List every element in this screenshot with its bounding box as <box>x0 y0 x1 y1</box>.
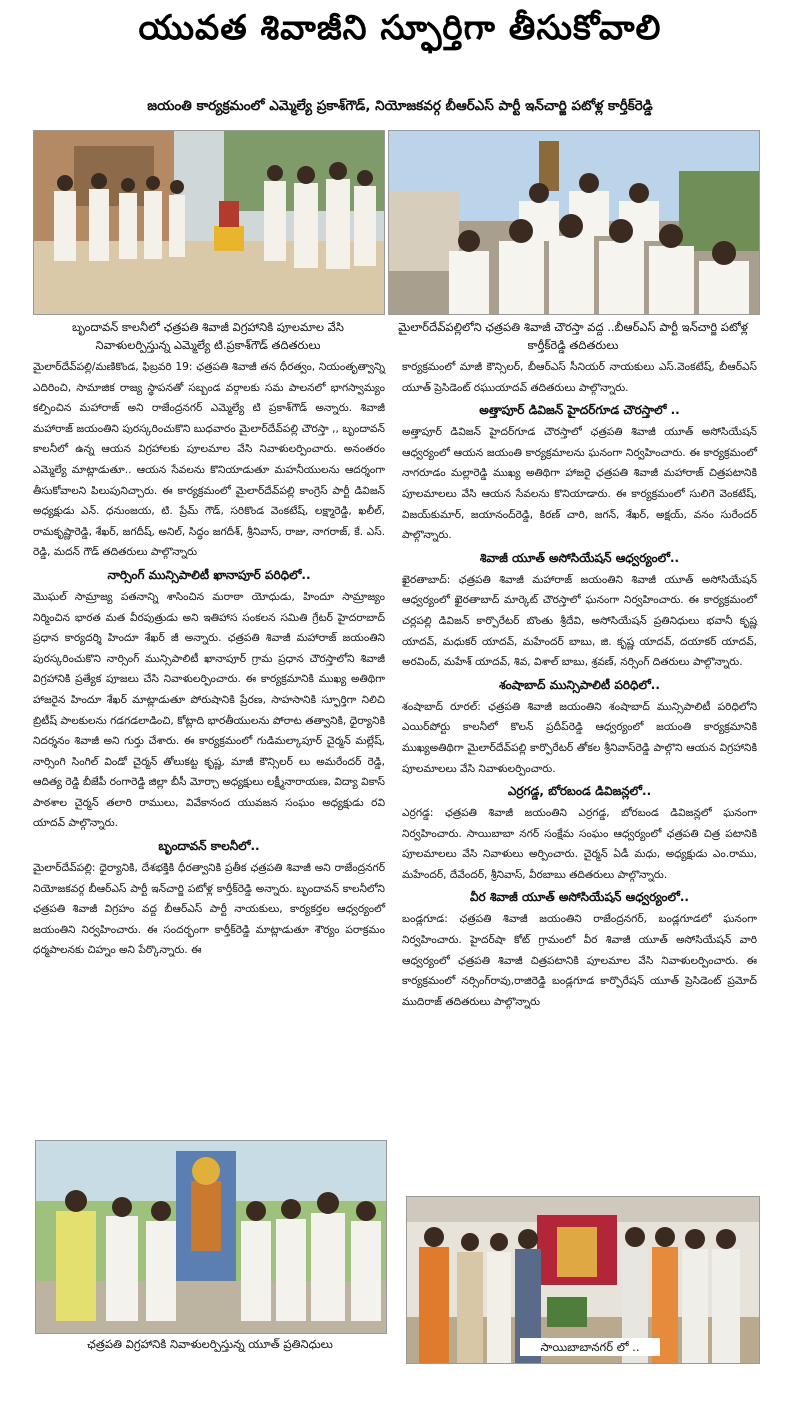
left-paragraph-2: మొఘల్ సామ్రాజ్య పతనాన్ని శాసించిన మరాఠా యోధుడు, హిందూ సామ్రాజ్యం నిర్మించిన భారత మత వీరపుత్రుడు అని ఇతిహాస సంకలన సమితి గ్రేటర్ హైదరాబాద్ ప్రధాన కార్యదర్శి హిందూ శేఖర్ జీ అన్నారు. ఛత్రపతి శివాజీ మహారాజ్ జయంతిని పురస్కరించుకొని నార్సింగ్ మున్సిపాలిటీ ఖానాపూర్ గ్రామ ప్రధాన చౌరస్తాలోని శివాజీ విగ్రహానికి ప్రత్యేక పూజలు చేసి నివాళులర్పించారు. ఈ కార్యక్రమానికి ముఖ్య అతిథిగా హాజరైన హిందూ శేఖర్ మాట్లాడుతూ పోరుషానికి ప్రేరణ, సాహసానికి స్ఫూర్తిగా నిలిచి బ్రిటీష్ పాలకులను గడగడలాడించి, కోట్లాది భారతీయులను పోరాట తత్వానికి, ధైర్యానికి నిదర్శనం శివాజీ అని గుర్తు చేశారు. ఈ కార్యక్రమంలో గుడిమల్కాపూర్ చైర్మన్ మల్లేష్, నార్సింగి సింగిల్ విండో చైర్మన్ తోలుకట్ట కృష్ణ, మాజీ కౌన్సిలర్ లు అమరేందర్ రెడ్డి, ఆదిత్య రెడ్డి బీజేపీ రంగారెడ్డి జిల్లా బీసీ మోర్చా అధ్యక్షులు లక్ష్మీనారాయణ, విద్యా వికాస్ పాఠశాల చైర్మన్ తలారి రాములు, వివేకానంద యువజన సంఘం అధ్యక్షుడు రవి యాదవ్ పాల్గొన్నారు. <box>33 590 385 830</box>
right-column <box>402 357 757 1012</box>
photo-brindavan-colony <box>33 130 385 315</box>
left-column <box>33 357 385 961</box>
left-paragraph-3: మైలార్‌దేవ్‌పల్లి: ధైర్యానికి, దేశభక్తికి ధీరత్వానికి ప్రతీక ఛత్రపతి శివాజీ అని రాజేంద్రనగర్ నియోజకవర్గ బీఆర్ఎస్ పార్టీ ఇన్‌చార్జి పటోళ్ల కార్తీక్‌రెడ్డి అన్నారు. బృందావన్ కాలనీలోని ఛత్రపతి శివాజీ విగ్రహం వద్ద బీఆర్ఎస్ పార్టీ నాయకులు, కార్యకర్తల ఆధ్వర్యంలో జయంతిని నిర్వహించారు. ఈ సందర్భంగా కార్తీక్‌రెడ్డి మాట్లాడుతూ శౌర్యం పరాక్రమం ధర్మపాలనకు చిహ్నం అని పేర్కొన్నారు. ఈ <box>33 862 385 957</box>
caption-top-left: బృందావన్ కాలనీలో ఛత్రపతి శివాజీ విగ్రహానికి పూలమాల వేసి నివాళులర్పిస్తున్న ఎమ్మెల్యే టి.ప్రకాశ్‌గౌడ్ తదితరులు <box>72 320 344 352</box>
left-subheading-2: బృందావన్ కాలనీలో.. <box>158 839 260 854</box>
caption-bottom-left: ఛత్రపతి విగ్రహానికి నివాళులర్పిస్తున్న యూత్ ప్రతినిధులు <box>87 1337 333 1351</box>
subheadline: జయంతి కార్యక్రమంలో ఎమ్మెల్యే ప్రకాశ్‌గౌడ్, నియోజకవర్గ బీఆర్ఎస్ పార్టీ ఇన్‌చార్జి పటోళ్ల కార్తీక్‌రెడ్డి <box>147 98 653 114</box>
left-subheading-1: నార్సింగ్ మున్సిపాలిటీ ఖానాపూర్ పరిధిలో.. <box>107 567 311 582</box>
right-subheading-1: అత్తాపూర్ డివిజన్ హైదర్‌గూడ చౌరస్తాలో .. <box>479 403 680 418</box>
right-subheading-3: శంషాబాద్ మున్సిపాలిటీ పరిధిలో.. <box>499 677 660 692</box>
photo-mailardevpally-chowrasta <box>388 130 760 315</box>
right-paragraph-2: అత్తాపూర్ డివిజన్ హైదర్‌గూడ చౌరస్తాలో ఛత్రపతి శివాజీ యూత్ అసోసియేషన్ ఆధ్వర్యంలో ఆయన జయంతి కార్యక్రమాలను ఘనంగా నిర్వహించారు. ఈ కార్యక్రమంలో నాగరూడం మల్లారెడ్డి ముఖ్య అతిథిగా హాజరై ఛత్రపతి శివాజీ మహారాజ్ చిత్రపటానికి పూలమాలలు వేసి ఆయన సేవలను కొనియాడారు. ఈ కార్యక్రమంలో సులిగె వెంకటేష్, విజయ్‌కుమార్, జయానంద్‌రెడ్డి, కిరణ్ చారి, జగన్, శేఖర్, అక్షయ్, వనం సురేందర్ పాల్గొన్నారు. <box>402 426 757 542</box>
photo-youth-tribute <box>35 1140 387 1334</box>
right-paragraph-1: కార్యక్రమంలో మాజీ కౌన్సిలర్, బీఆర్ఎస్ సీనియర్ నాయకులు ఎస్.వెంకటేష్, బీఆర్ఎస్ యూత్ ప్రెసిడెంట్ రఘుయాదవ్ తదితరులు పాల్గొన్నారు. <box>402 361 757 394</box>
right-paragraph-6: బండ్లగూడ: ఛత్రపతి శివాజీ జయంతిని రాజేంద్రనగర్, బండ్లగూడలో ఘనంగా నిర్వహించారు. హైదర్‌షా కోట్ గ్రామంలో వీర శివాజీ యూత్ అసోసియేషన్ వారి ఆధ్వర్యంలో ఛత్రపతి శివాజీ చిత్రపటానికి పూలమాల వేసి నివాళులర్పించారు. ఈ కార్యక్రమంలో నర్సింగ్‌రావు,రాజిరెడ్డి బండ్లగూడ కార్పొరేషన్ యూత్ ప్రెసిడెంట్ ప్రమోద్ ముదిరాజ్ తదితరులు పాల్గొన్నారు <box>402 913 757 1008</box>
right-paragraph-5: ఎర్రగడ్డ: ఛత్రపతి శివాజీ జయంతిని ఎర్రగడ్డ, బోరబండ డివిజన్లలో ఘనంగా నిర్వహించారు. సాయిబాబా నగర్ సంక్షేమ సంఘం ఆధ్వర్యంలో ఛత్రపతి చిత్ర పటానికి పూలమాలలు వేసి నివాళులు అర్పించారు. చైర్మన్ ఏడీ మధు, అధ్యక్షుడు ఎం.రాము, మహేందర్, దేవేందర్, శ్రీనివాస్, వీరబాబు తదితరులు పాల్గొన్నారు. <box>402 807 757 881</box>
right-subheading-2: శివాజీ యూత్ అసోసియేషన్ ఆధ్వర్యంలో.. <box>479 550 680 565</box>
caption-top-right: మైలార్‌దేవ్‌పల్లిలోని ఛత్రపతి శివాజీ చౌరస్తా వద్ద ..బీఆర్ఎస్ పార్టీ ఇన్‌చార్జి పటోళ్ల కార్తీక్‌రెడ్డి తదితరులు <box>398 320 748 352</box>
headline: యువత శివాజీని స్ఫూర్తిగా తీసుకోవాలి <box>138 8 662 48</box>
caption-bottom-right: సాయిబాబానగర్ లో .. <box>520 1338 660 1356</box>
right-paragraph-3: ఖైరతాబాద్: ఛత్రపతి శివాజీ మహారాజ్ జయంతిని శివాజీ యూత్ అసోసియేషన్ ఆధ్వర్యంలో ఖైరతాబాద్ మార్కెట్ చౌరస్తాలో ఘనంగా నిర్వహించారు. ఈ కార్యక్రమంలో చర్లపల్లి డివిజన్ కార్పొరేటర్ బొంతు శ్రీదేవి, అసోసియేషన్ ప్రతినిధులు భవానీ కృష్ణ యాదవ్, మధుకర్ యాదవ్, మహేందర్ బాబు, జి. కృష్ణ యాదవ్, దయాకర్ యాదవ్, అరవింద్, మహేశ్ యాదవ్, శివ, విశాల్ బాబు, శ్రవణ్, నర్సింగ్ దితరులు పాల్గొన్నారు. <box>402 573 757 669</box>
right-subheading-4: ఎర్రగడ్డ, బోరబండ డివిజన్లలో.. <box>507 784 652 799</box>
left-paragraph-1: మైలార్‌దేవ్‌పల్లి/మణికొండ, ఫిబ్రవరి 19: ఛత్రపతి శివాజీ తన ధీరత్వం, నియంతృత్వాన్ని ఎదిరించి, సామాజిక రాజ్య స్థాపనతో సబ్బండ వర్గాలకు సమ పాలనలో భాగస్వామ్యం కల్పించిన మహారాజ్ అని రాజేంద్రనగర్ ఎమ్మెల్యే టి ప్రకాశ్‌గౌడ్ అన్నారు. శివాజీ మహారాజ్ జయంతిని పురస్కరించుకొని బుధవారం మైలార్‌దేవ్‌పల్లి చౌరస్తా ,, బృందావన్ కాలనీలో ఉన్న ఆయన విగ్రహాలకు పూలమాల వేసి నివాళులర్పించారు. అనంతరం ఎమ్మెల్యే మాట్లాడుతూ.. ఆయన సేవలను కొనియాడుతూ మహనీయులను ఆదర్శంగా తీసుకోవాలని పిలుపునిచ్చారు. ఈ కార్యక్రమంలో మైలార్‌దేవ్‌పల్లి కాంగ్రెస్ పార్టీ డివిజన్ అధ్యక్షుడు ఎన్. ధనుంజయ, టి. ప్రేమ్ గౌడ్, సరికొండ వెంకటేష్, లక్ష్మారెడ్డి, ఖలీల్, రామకృష్ణారెడ్డి, శేఖర్, జగదీష్, అనిల్, సిద్ధం జగదీశ్, శ్రీనివాస్, రాజు, నాగరాజ్, కే. ఎస్. రెడ్డి, మదన్ గౌడ్ తదితరులు పాల్గొన్నారు <box>33 361 385 559</box>
right-paragraph-4: శంషాబాద్ రూరల్: ఛత్రపతి శివాజీ జయంతిని శంషాబాద్ మున్సిపాలిటీ పరిధిలోని ఎయిర్‌పోర్టు కాలనీలో కొలన్ ప్రదీప్‌రెడ్డి ఆధ్వర్యంలో జయంతి కార్యక్రమానికి ముఖ్యఅతిథిగా మైలార్‌దేవ్‌పల్లి కార్పొరేటర్ తోకల శ్రీనివాస్‌రెడ్డి పాల్గొని ఆయన విగ్రహానికి పూలమాలలు వేసి నివాళులర్పించారు. <box>402 700 757 775</box>
right-subheading-5: వీర శివాజీ యూత్ అసోసియేషన్ ఆధ్వర్యంలో.. <box>470 890 689 905</box>
